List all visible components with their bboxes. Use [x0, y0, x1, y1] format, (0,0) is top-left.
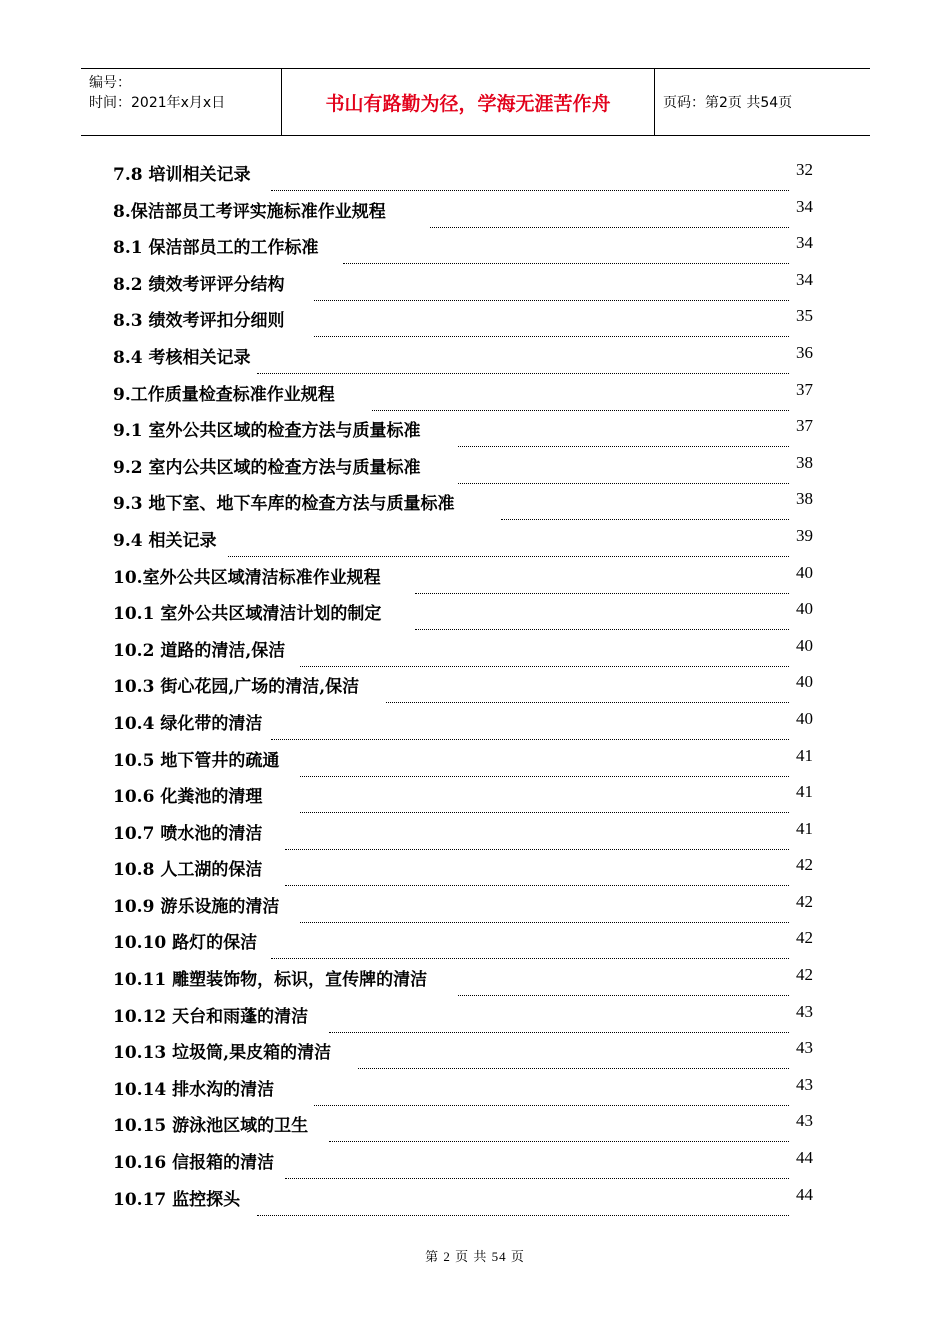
toc-entry[interactable]	[113, 225, 813, 262]
toc-entry-title: 10.5 地下管井的疏通	[113, 750, 280, 771]
toc-entry[interactable]	[113, 1067, 813, 1104]
toc-entry-page-number: 34	[796, 233, 813, 253]
toc-entry[interactable]	[113, 591, 813, 628]
toc-entry-page-number: 38	[796, 452, 813, 472]
toc-entry[interactable]	[113, 1103, 813, 1140]
toc-entry-page-number: 32	[796, 160, 813, 179]
toc-entry[interactable]	[113, 335, 813, 372]
toc-entry-title: 10.12 天台和雨蓬的清洁	[113, 1006, 309, 1027]
toc-entry[interactable]	[113, 628, 813, 665]
toc-entry[interactable]	[113, 408, 813, 445]
toc-entry[interactable]	[113, 298, 813, 335]
toc-entry-title: 10.13 垃圾筒,果皮箱的清洁	[113, 1043, 332, 1064]
toc-entry[interactable]	[113, 701, 813, 738]
toc-entry-page-number: 37	[796, 379, 813, 399]
toc-entry[interactable]	[113, 847, 813, 884]
toc-entry-title: 10.8 人工湖的保洁	[113, 860, 263, 881]
toc-entry-title: 10.室外公共区域清洁标准作业规程	[113, 567, 381, 588]
toc-entry[interactable]	[113, 1030, 813, 1067]
toc-entry-page-number: 34	[796, 196, 813, 216]
toc-entry-page-number: 42	[796, 965, 813, 985]
toc-entry-page-number: 40	[796, 562, 813, 582]
toc-entry[interactable]	[113, 1177, 813, 1214]
toc-entry-page-number: 35	[796, 306, 813, 326]
toc-entry-page-number: 38	[796, 489, 813, 509]
toc-entry-title: 10.4 绿化带的清洁	[113, 713, 263, 734]
toc-entry[interactable]	[113, 262, 813, 299]
toc-entry[interactable]	[113, 445, 813, 482]
toc-entry-page-number: 37	[796, 416, 813, 436]
toc-entry[interactable]	[113, 920, 813, 957]
document-time-label: 时间：2021年x月x日	[89, 95, 226, 111]
toc-entry-title: 9.3 地下室、地下车库的检查方法与质量标准	[113, 494, 455, 515]
toc-entry-page-number: 40	[796, 599, 813, 619]
toc-entry-title: 10.7 喷水池的清洁	[113, 823, 263, 844]
toc-entry-title: 10.10 路灯的保洁	[113, 933, 258, 954]
toc-entry-title: 10.11 雕塑装饰物，标识，宣传牌的清洁	[113, 970, 428, 991]
toc-entry-title: 10.15 游泳池区域的卫生	[113, 1116, 309, 1137]
document-header	[81, 68, 870, 136]
toc-entry-page-number: 42	[796, 855, 813, 875]
toc-entry-title: 10.9 游乐设施的清洁	[113, 896, 280, 917]
toc-entry-title: 10.3 街心花园,广场的清洁,保洁	[113, 677, 360, 698]
toc-entry-page-number: 36	[796, 342, 813, 362]
toc-entry[interactable]	[113, 738, 813, 775]
toc-entry[interactable]	[113, 664, 813, 701]
toc-entry-page-number: 43	[796, 1038, 813, 1058]
toc-entry-title: 9.1 室外公共区域的检查方法与质量标准	[113, 421, 421, 442]
toc-entry-title: 10.6 化粪池的清理	[113, 787, 263, 808]
page-footer: 第 2 页 共 54 页	[425, 1249, 525, 1264]
toc-entry[interactable]	[113, 152, 813, 189]
toc-entry-page-number: 40	[796, 635, 813, 655]
toc-entry-page-number: 41	[796, 745, 813, 765]
toc-entry-title: 10.17 监控探头	[113, 1189, 241, 1210]
toc-entry-page-number: 41	[796, 818, 813, 838]
toc-entry[interactable]	[113, 774, 813, 811]
toc-entry[interactable]	[113, 811, 813, 848]
toc-entry[interactable]	[113, 518, 813, 555]
toc-entry-page-number: 43	[796, 1111, 813, 1131]
toc-entry-page-number: 40	[796, 708, 813, 728]
toc-entry-title: 10.14 排水沟的清洁	[113, 1079, 275, 1100]
toc-entry-page-number: 43	[796, 1074, 813, 1094]
toc-entry-title: 9.2 室内公共区域的检查方法与质量标准	[113, 457, 421, 478]
toc-entry-page-number: 44	[796, 1148, 813, 1168]
toc-entry[interactable]	[113, 1140, 813, 1177]
toc-entry[interactable]	[113, 555, 813, 592]
toc-entry-title: 9.工作质量检查标准作业规程	[113, 384, 335, 405]
toc-entry-page-number: 34	[796, 269, 813, 289]
toc-entry-page-number: 44	[796, 1184, 813, 1204]
toc-entry-title: 8.保洁部员工考评实施标准作业规程	[113, 201, 386, 222]
toc-entry[interactable]	[113, 957, 813, 994]
toc-entry-page-number: 43	[796, 1001, 813, 1021]
toc-entry[interactable]	[113, 481, 813, 518]
toc-dot-leader	[257, 1215, 789, 1216]
header-page-info: 页码：第2页 共54页	[663, 95, 793, 111]
toc-entry-title: 10.1 室外公共区域清洁计划的制定	[113, 604, 382, 625]
document-number-label: 编号：	[89, 75, 131, 91]
header-meta	[81, 69, 281, 135]
toc-entry-title: 8.2 绩效考评评分结构	[113, 274, 285, 295]
toc-entry-page-number: 39	[796, 525, 813, 545]
table-of-contents	[113, 152, 813, 1213]
toc-entry-title: 8.4 考核相关记录	[113, 347, 251, 368]
toc-entry-title: 9.4 相关记录	[113, 530, 217, 551]
toc-entry[interactable]	[113, 884, 813, 921]
toc-entry-page-number: 40	[796, 672, 813, 692]
toc-entry-title: 10.2 道路的清洁,保洁	[113, 640, 286, 661]
toc-entry-page-number: 41	[796, 782, 813, 802]
toc-entry-title: 8.1 保洁部员工的工作标准	[113, 238, 319, 259]
toc-entry[interactable]	[113, 372, 813, 409]
toc-entry-title: 10.16 信报箱的清洁	[113, 1153, 275, 1174]
toc-entry[interactable]	[113, 994, 813, 1031]
toc-entry-title: 7.8 培训相关记录	[113, 165, 251, 185]
toc-entry-title: 8.3 绩效考评扣分细则	[113, 311, 285, 332]
toc-entry[interactable]	[113, 189, 813, 226]
toc-entry-page-number: 42	[796, 928, 813, 948]
header-motto: 书山有路勤为径，学海无涯苦作舟	[325, 92, 611, 115]
toc-entry-page-number: 42	[796, 891, 813, 911]
